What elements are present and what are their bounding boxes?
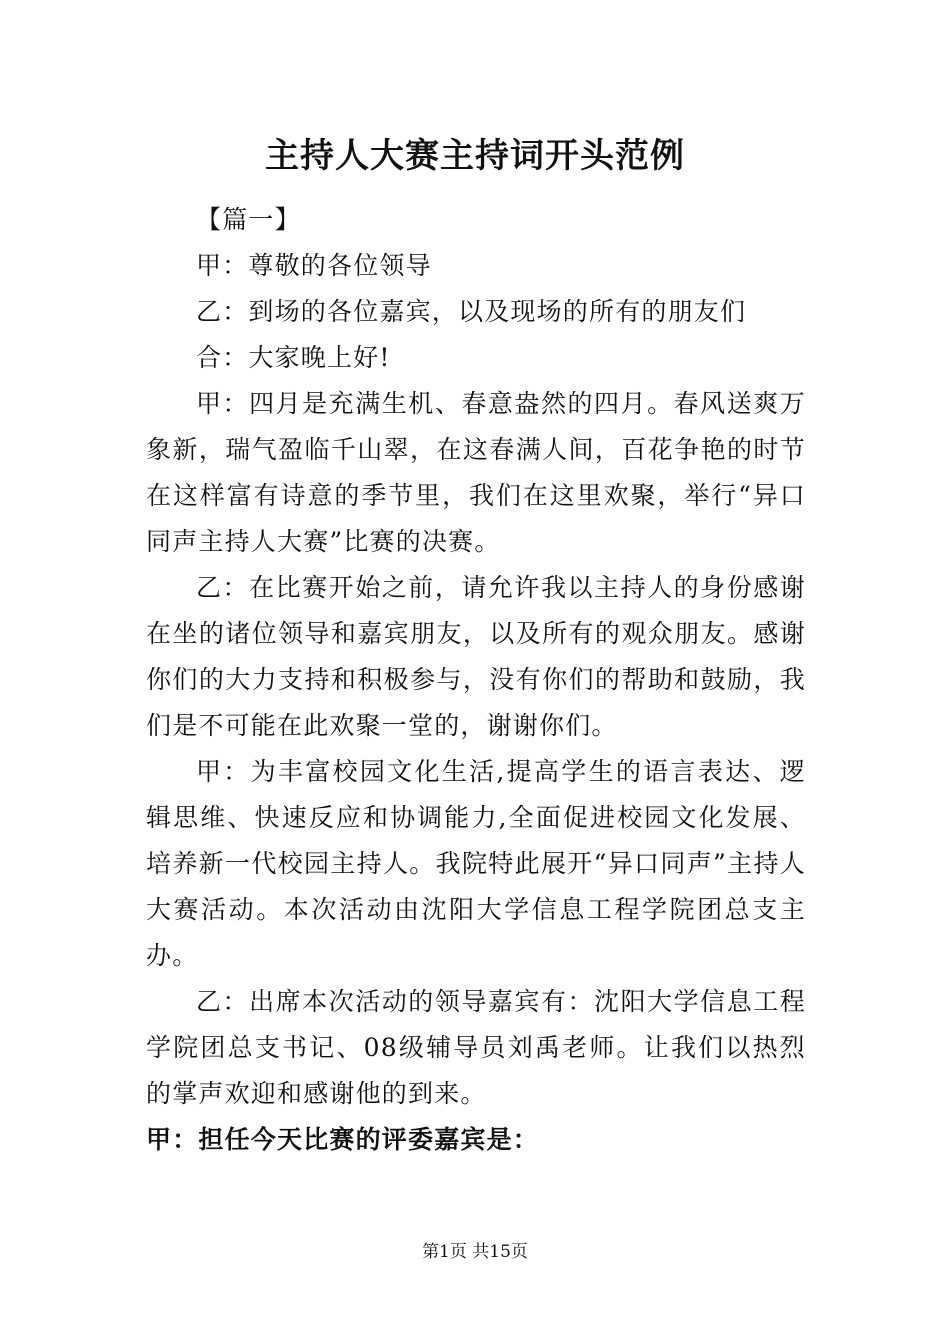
paragraph: 合：大家晚上好! <box>196 343 391 372</box>
paragraph: 甲：为丰富校园文化生活,提高学生的语言表达、逻辑思维、快速反应和协调能力,全面促进校园文化发展、培养新一代校园主持人。我院特此展开“异口同声”主持人大赛活动。本次活动由沈阳大学信息工程学院团总支主办。 <box>146 757 806 970</box>
document-title: 主持人大赛主持词开头范例 <box>265 136 685 176</box>
paragraph: 乙：在比赛开始之前，请允许我以主持人的身份感谢在坐的诸位领导和嘉宾朋友，以及所有的观众朋友。感谢你们的大力支持和积极参与，没有你们的帮助和鼓励，我们是不可能在此欢聚一堂的，谢谢你们。 <box>146 573 806 740</box>
paragraph: 甲：尊敬的各位领导 <box>196 251 432 280</box>
paragraph: 乙：出席本次活动的领导嘉宾有：沈阳大学信息工程学院团总支书记、08级辅导员刘禹老师。让我们以热烈的掌声欢迎和感谢他的到来。 <box>146 987 806 1108</box>
section-label: 【篇一】 <box>196 205 301 234</box>
paragraph: 甲：四月是充满生机、春意盎然的四月。春风送爽万象新，瑞气盈临千山翠，在这春满人间，百花争艳的时节在这样富有诗意的季节里，我们在这里欢聚，举行“异口同声主持人大赛”比赛的决赛。 <box>146 389 806 556</box>
page-footer: 第1页 共15页 <box>422 1242 528 1262</box>
bold-paragraph: 甲：担任今天比赛的评委嘉宾是： <box>146 1125 540 1154</box>
paragraph: 乙：到场的各位嘉宾，以及现场的所有的朋友们 <box>196 297 747 326</box>
document-body <box>146 197 806 1163</box>
